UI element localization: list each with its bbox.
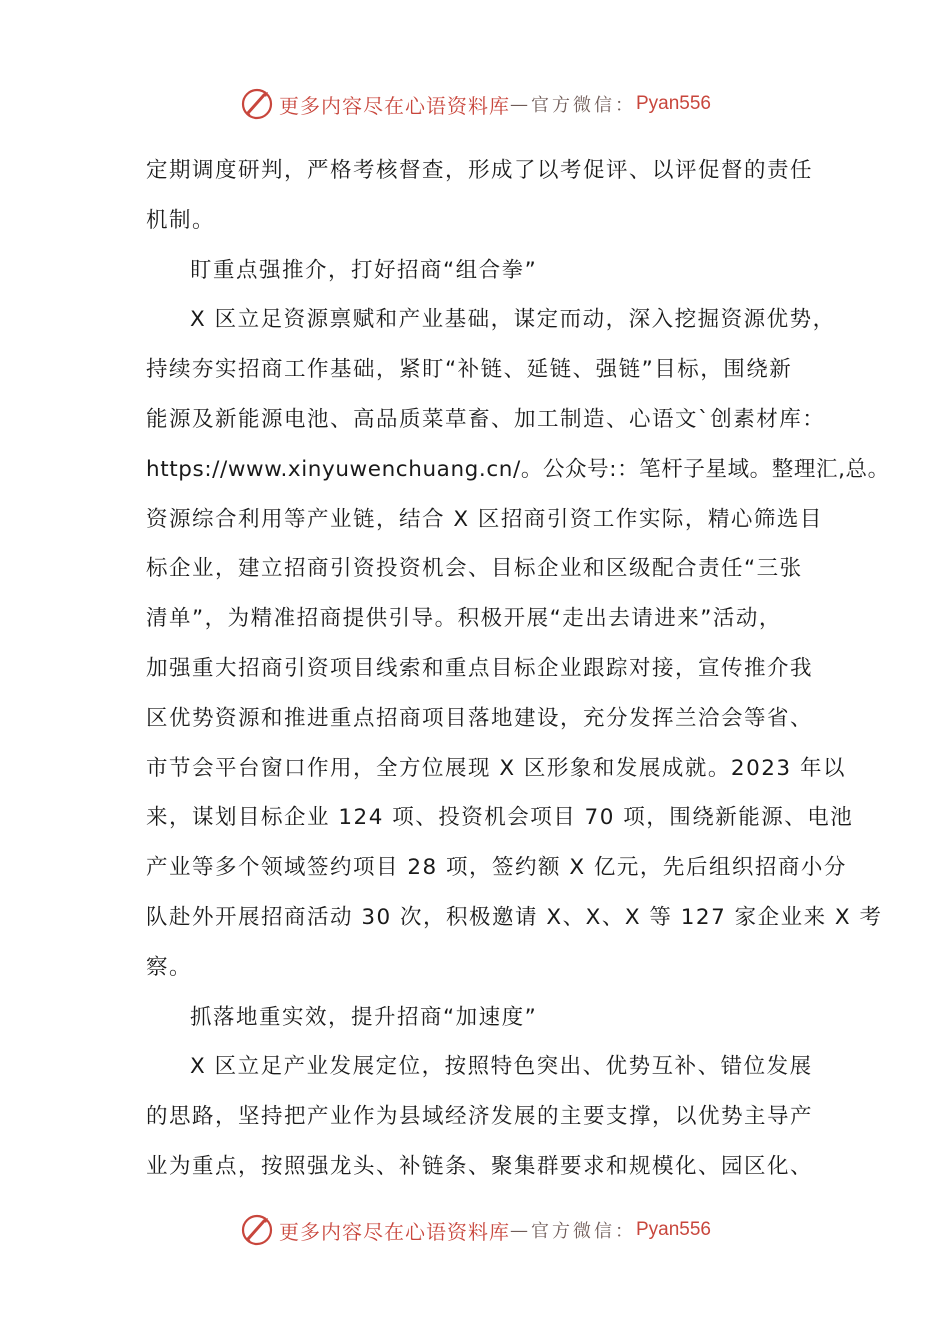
body-line: 来，谋划目标企业 124 项、投资机会项目 70 项，围绕新能源、电池 [146, 805, 854, 831]
body-line: 业为重点，按照强龙头、补链条、聚集群要求和规模化、园区化、 [146, 1153, 814, 1179]
banner-dash: — [509, 93, 531, 115]
body-line: 察。 [146, 954, 193, 980]
banner-wechat-id: Pyan556 [635, 1219, 711, 1240]
body-line: 持续夯实招商工作基础，紧盯“补链、延链、强链”目标，围绕新 [146, 357, 793, 383]
banner-dash: — [509, 1219, 531, 1241]
body-line: 清单”，为精准招商提供引导。积极开展“走出去请进来”活动， [146, 606, 782, 632]
body-line: 定期调度研判，严格考核督查，形成了以考促评、以评促督的责任 [146, 158, 814, 183]
body-line: 队赴外开展招商活动 30 次，积极邀请 X、X、X 等 127 家企业来 X 考 [146, 904, 883, 930]
banner-main-text: 更多内容尽在心语资料库 [278, 1219, 510, 1244]
body-line: 加强重大招商引资项目线索和重点目标企业跟踪对接，宣传推介我 [146, 655, 814, 681]
pen-logo-icon [239, 1212, 275, 1248]
footer-watermark-banner [0, 1210, 950, 1250]
body-line: 市节会平台窗口作用，全方位展现 X 区形象和发展成就。2023 年以 [146, 755, 846, 781]
document-body [146, 146, 890, 1192]
banner-main-text: 更多内容尽在心语资料库 [278, 93, 510, 118]
body-line: 机制。 [146, 207, 216, 233]
body-line: X 区立足资源禀赋和产业基础，谋定而动，深入挖掘资源优势， [190, 307, 836, 333]
section-heading: 盯重点强推介，打好招商“组合拳” [190, 257, 538, 283]
body-line: 产业等多个领域签约项目 28 项，签约额 X 亿元，先后组织招商小分 [146, 855, 847, 881]
banner-wechat-id: Pyan556 [635, 93, 711, 114]
body-line: 区优势资源和推进重点招商项目落地建设，充分发挥兰洽会等省、 [146, 705, 814, 731]
body-line-url: https://www.xinyuwenchuang.cn/。公众号:：笔杆子星域。整理汇,总。 [146, 456, 890, 482]
pen-logo-icon [239, 86, 275, 122]
body-line: 资源综合利用等产业链，结合 X 区招商引资工作实际，精心筛选目 [146, 506, 823, 532]
body-line: 标企业，建立招商引资投资机会、目标企业和区级配合责任“三张 [146, 556, 803, 582]
banner-sub-text: 官方微信： [530, 95, 636, 116]
body-line: X 区立足产业发展定位，按照特色突出、优势互补、错位发展 [190, 1054, 813, 1080]
section-heading: 抓落地重实效，提升招商“加速度” [190, 1004, 538, 1030]
banner-sub-text: 官方微信： [530, 1221, 636, 1242]
body-line: 的思路，坚持把产业作为县域经济发展的主要支撑，以优势主导产 [146, 1104, 814, 1130]
header-watermark-banner [0, 84, 950, 124]
body-line: 能源及新能源电池、高品质菜草畜、加工制造、心语文`创素材库： [146, 406, 826, 432]
